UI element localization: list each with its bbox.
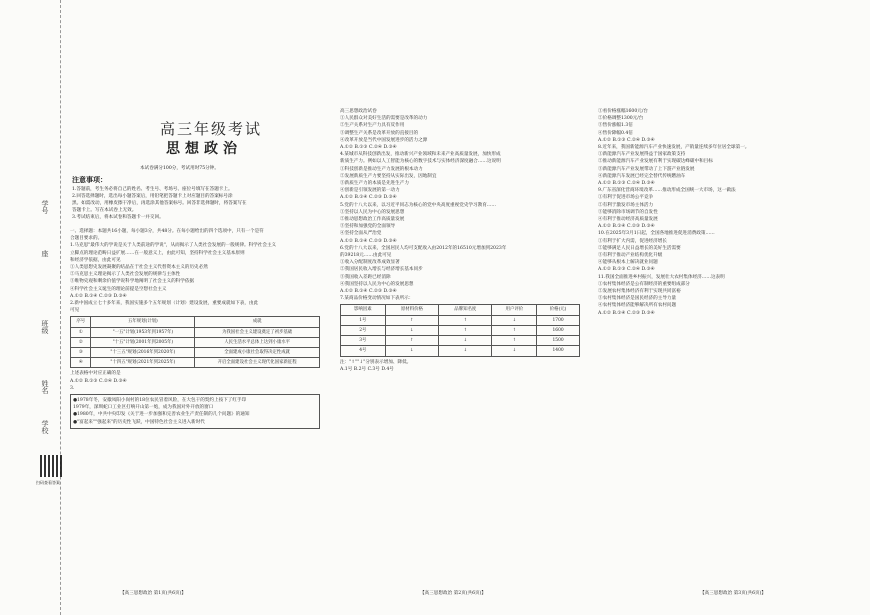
plan-table <box>70 316 320 368</box>
column-2 <box>340 108 580 598</box>
table-cell: ↑ <box>492 325 537 335</box>
question-line: A.①② B.①④ C.②③ D.③④ <box>598 310 655 316</box>
notice-line: 2.回答选择题时，选出每小题答案后，用铅笔把答题卡上对应题目的答案标号涂 <box>72 194 233 199</box>
question-line: ④售价降幅0.4倍 <box>598 130 633 136</box>
table-row <box>71 348 320 358</box>
material-line: 1979年，深圳蛇口工业区打响开山第一炮，成为我国对外开放的窗口 <box>73 405 214 411</box>
notice-heading: 注意事项： <box>72 175 107 184</box>
question-line: 4.某城市从科技创新出发，推动新兴产业领域和未来产业高质量发展，加快形成 <box>340 152 501 158</box>
binding-label-id: 学号 <box>41 200 49 214</box>
question-line: ①收入分配制度改革成效显著 <box>340 260 400 266</box>
footer-page-2: 【高三思想政治 第2页(共6页)】 <box>420 591 487 596</box>
table-header: 影响因素 <box>341 305 386 315</box>
question-line: ①农村集体经济是公有制经济的重要组成部分 <box>598 281 690 287</box>
question-line: ②推动思想政治工作高质量发展 <box>340 217 405 223</box>
question-line: ②我国居民收入增长与经济增长基本同步 <box>340 267 423 273</box>
table-cell: "十四五"规划(2021年到2025年) <box>91 358 195 368</box>
question-line: 高三思想政治试卷 <box>340 109 377 114</box>
question-line: ④新能源汽车发展已经完全替代传统燃油车 <box>598 173 686 179</box>
table-cell: ↑ <box>385 336 438 346</box>
question-line: ②生产关系对生产力具有反作用 <box>340 123 405 129</box>
table-cell: 1500 <box>537 336 580 346</box>
table-header: 品牌知名度 <box>439 305 492 315</box>
notice-line: 答题卡上。写在本试卷上无效。 <box>72 208 137 213</box>
table-cell: ↓ <box>385 346 438 356</box>
table-cell: "一五"计划(1953年到1957年) <box>91 327 195 337</box>
question-line: A.①② B.①③ C.②④ D.③④ <box>598 267 655 273</box>
table-cell: ↑ <box>385 315 438 325</box>
question-line: 新质生产力。例如以人工智能为核心的数字技术与实体经济深度融合……这说明 <box>340 159 501 165</box>
table-row <box>341 325 580 335</box>
table-cell: 为我国社会主义建设奠定了初步基础 <box>195 327 320 337</box>
material-line: ●1978年冬，安徽凤阳小岗村的18位农民冒着风险，在大包干的契约上按下了红手印 <box>73 398 247 404</box>
question-line: A.①② B.①③ C.②④ D.③④ <box>598 137 655 143</box>
table-cell: 1号 <box>341 315 386 325</box>
table-cell: 1400 <box>537 346 580 356</box>
question-line: ②能够满足人民日益增长的美好生活需要 <box>598 245 681 251</box>
table-cell: ① <box>71 327 91 337</box>
question-line: ②发展农村集体经济有利于实现共同富裕 <box>598 289 681 295</box>
table-cell: "十三五"规划(2016年到2020年) <box>91 348 195 358</box>
footer-page-1: 【高三思想政治 第1页(共6页)】 <box>120 591 187 596</box>
table-cell: 人民生活水平总体上达到小康水平 <box>195 337 320 347</box>
question-line: 可见 <box>70 308 80 314</box>
question-line: ①坚持以人民为中心的发展思想 <box>340 209 405 215</box>
question-line: 3. <box>70 385 75 391</box>
question-line: ①有利于促进市场公平竞争 <box>598 195 654 201</box>
question-line: 6.党的十八大以来，全国居民人均可支配收入由2012年的16510元增加到2023年 <box>340 245 507 251</box>
question-line: ③新能源汽车产业发展带动了上下游产业链发展 <box>598 166 695 172</box>
column-1 <box>70 228 320 598</box>
footer-page-3: 【高三思想政治 第3页(共6页)】 <box>700 591 767 596</box>
question-line: ③农村集体经济是国民经济的主导力量 <box>598 296 677 302</box>
subject-title: 思想政治 <box>166 141 242 157</box>
binding-label-class: 班级 <box>41 320 49 334</box>
table-header: 五年规划(计划) <box>91 317 195 327</box>
question-line: ③我国收入差距已经消除 <box>340 274 391 280</box>
question-line: A.1号 B.2号 C.3号 D.4号 <box>340 366 394 372</box>
question-line: ③唯物史观和剩余价值学说科学地阐明了社会主义的科学依据 <box>70 279 195 285</box>
question-line: ②马克思主义理论揭示了人类社会发展的规律与主体性 <box>70 272 181 278</box>
table-row <box>341 346 580 356</box>
table-cell: 2号 <box>341 325 386 335</box>
table-row <box>71 327 320 337</box>
question-line: ①新能源汽车产业发展得益于国家政策支持 <box>598 152 686 158</box>
question-line: A.①② B.①③ C.②④ D.③④ <box>70 378 127 384</box>
binding-label-name: 姓名 <box>41 380 49 394</box>
question-line: ②推动新能源汽车产业发展有利于实现碳达峰碳中和目标 <box>598 159 713 165</box>
question-line: ①看价格涨幅1600元/台 <box>598 109 648 114</box>
table-cell: ③ <box>71 348 91 358</box>
table-cell: ↑ <box>439 315 492 325</box>
table-header: 原材料价格 <box>385 305 438 315</box>
question-line: ③有利于推动产业结构优化升级 <box>598 253 663 259</box>
question-line: ④有利于推动经济高质量发展 <box>598 217 658 223</box>
table-row <box>71 337 320 347</box>
question-line: 10.在2025年3月1日起，全国各地推进促进消费政策…… <box>598 231 715 237</box>
table-cell: ↓ <box>385 325 438 335</box>
material-box <box>70 394 320 429</box>
question-line: A.①② B.①④ C.②③ D.③④ <box>340 195 397 201</box>
qr-code-icon <box>40 455 62 477</box>
table-cell: ↓ <box>492 315 537 325</box>
question-line: ②价格调整1300元/台 <box>598 116 644 122</box>
question-line: ②发展新质生产力要坚持从实际出发，因地制宜 <box>340 173 437 179</box>
question-line: A.①② B.①③ C.②④ D.③④ <box>598 181 655 187</box>
table-cell: ↓ <box>439 336 492 346</box>
notice-body <box>72 186 322 221</box>
question-line: ①人类思想史发展凝聚的结晶在于社会主义代替资本主义的历史必然 <box>70 265 208 271</box>
question-line: ④改革开放是当代中国发展进步的活力之源 <box>340 137 428 143</box>
table-header: 价格(元) <box>537 305 580 315</box>
table-cell: 全面建成小康社会取得决定性成就 <box>195 348 320 358</box>
question-line: 2.新中国成立七十多年来，我国实施多个五年规划（计划）建设发展，重要成就如下表，由此 <box>70 301 259 307</box>
question-line: ②有利于激发市场主体活力 <box>598 202 654 208</box>
qr-caption: 扫码查看答案 <box>36 480 60 485</box>
question-line: ④我国坚持以人民为中心的发展思想 <box>340 281 414 287</box>
question-line: 8.近年来，我国新能源汽车产业快速发展，产销量连续多年位居全球第一。 <box>598 145 750 151</box>
question-line: ①人民群众对美好生活的需要是改革的动力 <box>340 116 428 122</box>
table-header: 序号 <box>71 317 91 327</box>
question-line: 7.某商品价格变动情况如下表所示： <box>340 296 414 302</box>
question-line: 注："↑""↓"分别表示增加、降低。 <box>340 359 412 365</box>
question-line: 和经济学依据，由此可见 <box>70 257 121 263</box>
table-cell: 3号 <box>341 336 386 346</box>
table-cell: ↓ <box>439 346 492 356</box>
notice-line: 1.答题前，考生务必将自己的姓名、考生号、考场号、座位号填写在答题卡上。 <box>72 187 233 192</box>
table-cell: ↑ <box>492 336 537 346</box>
question-line: ④坚持全面从严治党 <box>340 231 382 237</box>
question-line: ①有利于扩大内需，促进经济增长 <box>598 238 667 244</box>
question-line: ③新质生产力的本质是先进生产力 <box>340 181 409 187</box>
question-line: A.①② B.①④ C.②③ D.③④ <box>70 293 127 299</box>
question-line: 上述表格中对应正确的是 <box>70 371 121 377</box>
binding-margin <box>0 0 61 615</box>
table-cell: 开启全面建设社会主义现代化国家新征程 <box>195 358 320 368</box>
table-cell: ② <box>71 337 91 347</box>
question-line: ①科技创新是推动生产力发展的根本动力 <box>340 166 423 172</box>
exam-info: 本试卷满分100分，考试用时75分钟。 <box>140 166 219 171</box>
question-line: ③坚持和加强党的全面领导 <box>340 224 396 230</box>
question-line: A.①② B.①④ C.②③ D.③④ <box>340 238 397 244</box>
question-line: A.①② B.①④ C.②③ D.③④ <box>598 224 655 230</box>
exam-title: 高三年级考试 <box>160 120 263 138</box>
question-line: 合题目要求的。 <box>70 236 103 242</box>
table-row <box>341 336 580 346</box>
question-line: 11.我国全面推进乡村振兴，发展壮大农村集体经济……这表明 <box>598 274 725 280</box>
question-line: ③能够消除市场调节的自发性 <box>598 209 658 215</box>
question-line: 5.党的十八大以来，以习近平同志为核心的党中央高度重视党史学习教育…… <box>340 202 496 208</box>
table-cell: ↑ <box>439 325 492 335</box>
table-header: 用户评价 <box>492 305 537 315</box>
material-line: ●"富起来""强起来"的历史性飞跃，中国特色社会主义进入新时代 <box>73 419 205 425</box>
question-line: ③调整生产关系是改革开放的直接目的 <box>340 130 419 136</box>
table-cell: ④ <box>71 358 91 368</box>
notice-line: 3.考试结束后，将本试卷和答题卡一并交回。 <box>72 215 164 220</box>
question-line: ④科学社会主义诞生的理论前提是空想社会主义 <box>70 286 167 292</box>
table-cell: 4号 <box>341 346 386 356</box>
question-line: ④能够从根本上解决就业问题 <box>598 260 658 266</box>
table-cell: "十五"计划(2001年到2005年) <box>91 337 195 347</box>
question-line: 1.马克思"最伟大的学说是关于人类前途的学说"，从而揭示了人类社会发展的一般规律。科学社会主义 <box>70 243 277 249</box>
table-row <box>341 315 580 325</box>
table-cell: ↓ <box>492 346 537 356</box>
table-cell: 1700 <box>537 315 580 325</box>
question-line: 立脚点的理论范畴日益扩展……在一般意义上，由此可知，坚持科学社会主义基本原则 <box>70 250 245 256</box>
question-line: 的39218元……由此可见 <box>340 253 392 259</box>
binding-label-school: 学校 <box>41 420 49 434</box>
table-header: 成就 <box>195 317 320 327</box>
column-3 <box>598 108 860 598</box>
question-line: ④农村集体经济能够解决所有农村问题 <box>598 303 677 309</box>
question-line: 9.广东省深化营商环境改革……推动形成全国统一大市场，这一做法 <box>598 188 736 194</box>
question-line: ④创新是引领发展的第一动力 <box>340 188 400 194</box>
question-line: A.①② B.①④ C.②③ D.③④ <box>340 289 397 295</box>
question-line: ③售价涨幅1.3倍 <box>598 123 633 129</box>
table-cell: 1600 <box>537 325 580 335</box>
table-row <box>71 358 320 368</box>
price-table <box>340 304 580 356</box>
binding-label-seat: 座 <box>41 250 49 257</box>
notice-line: 黑。如需改动，用橡皮擦干净后，再选涂其他答案标号。回答非选择题时，将答案写在 <box>72 201 247 206</box>
question-line: A.①② B.①③ C.②④ D.③④ <box>340 145 397 151</box>
material-line: ●1980年，中共中央印发《关于进一步加强和完善农业生产责任制的几个问题》的通知 <box>73 412 250 418</box>
question-line: 一、选择题：本题共16小题，每小题3分，共48分。在每小题给出的四个选项中，只有一个是符 <box>70 229 264 234</box>
